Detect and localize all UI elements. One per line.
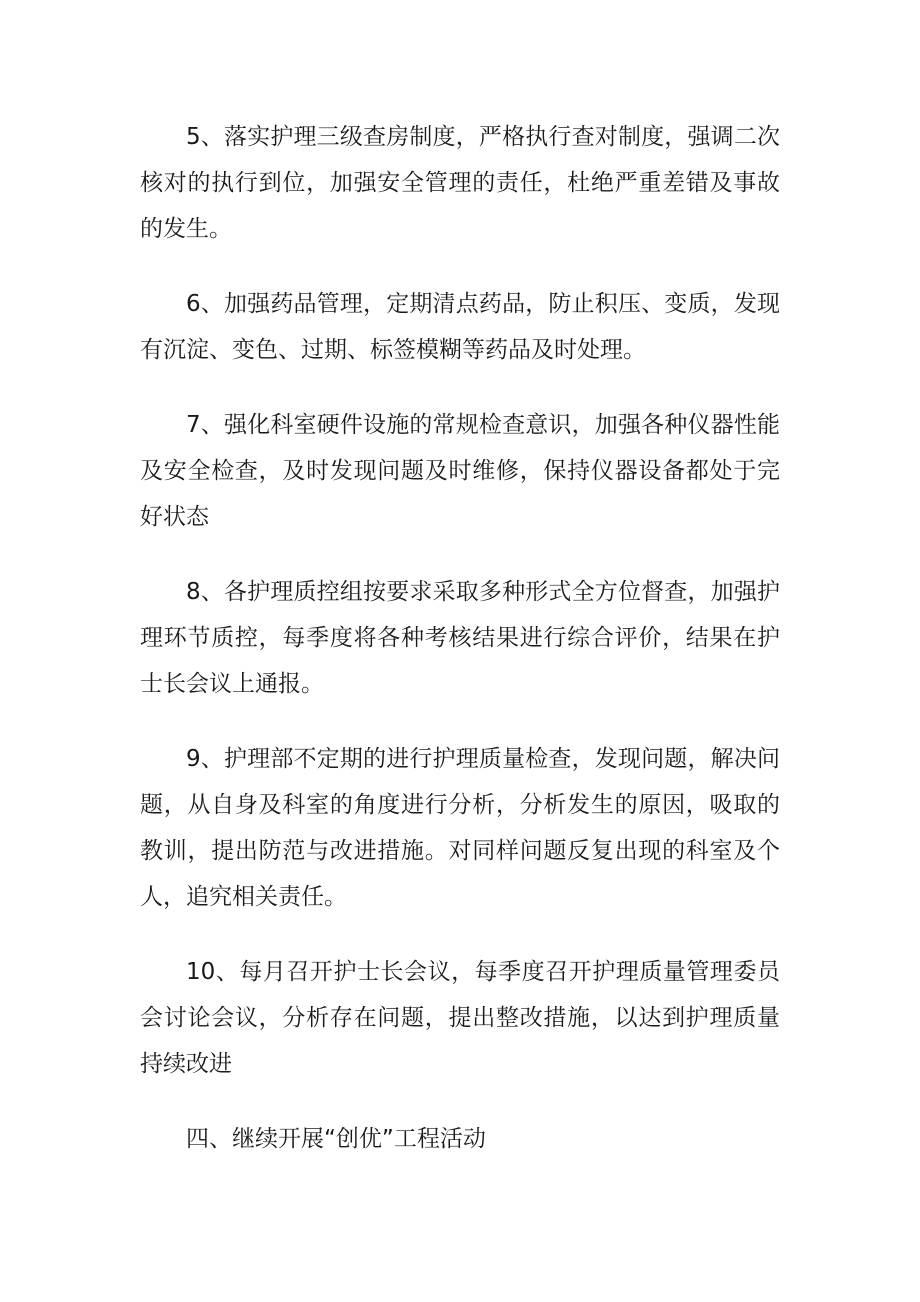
paragraph-item-10: 10、每月召开护士长会议，每季度召开护理质量管理委员会讨论会议，分析存在问题，提出整改措施，以达到护理质量持续改进 <box>140 959 780 1077</box>
document-body <box>140 114 780 1191</box>
section-heading: 四、继续开展“创优”工程活动 <box>186 1126 486 1152</box>
paragraph-item-7: 7、强化科室硬件设施的常规检查意识，加强各种仪器性能及安全检查，及时发现问题及时维修，保持仪器设备都处于完好状态 <box>140 412 780 530</box>
paragraph-item-9: 9、护理部不定期的进行护理质量检查，发现问题，解决问题，从自身及科室的角度进行分析，分析发生的原因，吸取的教训，提出防范与改进措施。对同样问题反复出现的科室及个人，追究相关责任。 <box>140 746 780 910</box>
paragraph-item-8: 8、各护理质控组按要求采取多种形式全方位督查，加强护理环节质控，每季度将各种考核结果进行综合评价，结果在护士长会议上通报。 <box>140 579 780 697</box>
paragraph-item-6: 6、加强药品管理，定期清点药品，防止积压、变质，发现有沉淀、变色、过期、标签模糊等药品及时处理。 <box>140 291 780 363</box>
paragraph-item-5: 5、落实护理三级查房制度，严格执行查对制度，强调二次核对的执行到位，加强安全管理的责任，杜绝严重差错及事故的发生。 <box>140 124 780 242</box>
